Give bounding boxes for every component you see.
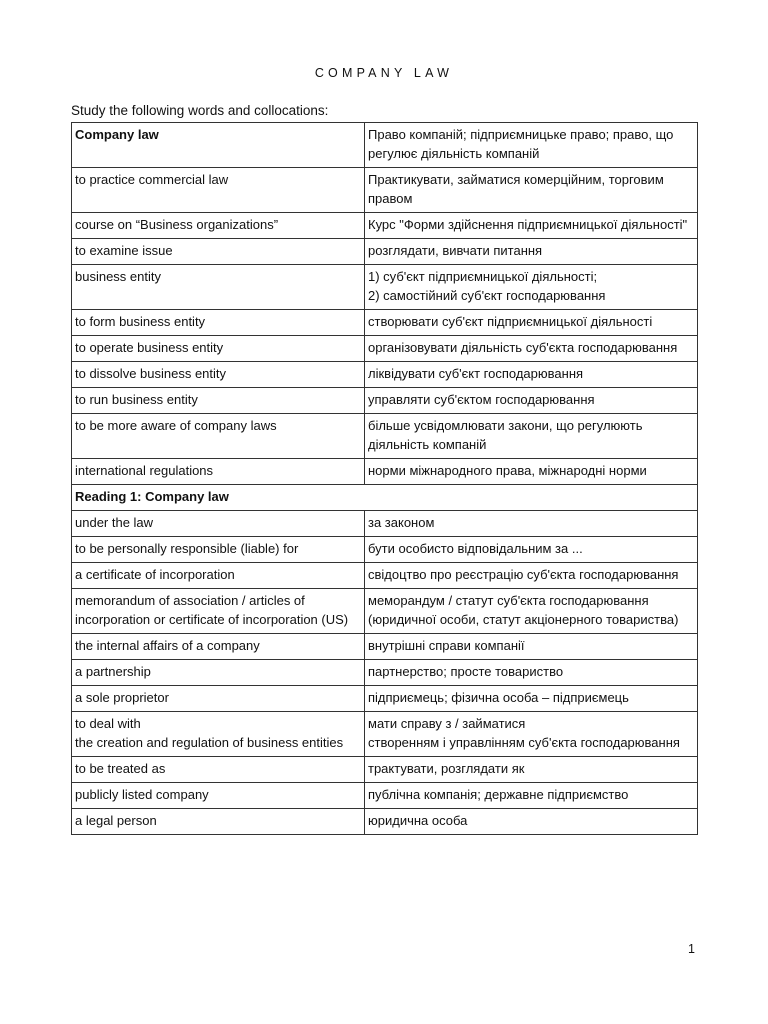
term-ua: Курс "Форми здійснення підприємницької діяльності" [365,213,698,239]
term-en: to operate business entity [72,336,365,362]
term-ua-line: 1) суб'єкт підприємницької діяльності; [368,269,598,284]
table-row [72,809,698,835]
term-en: to practice commercial law [72,168,365,213]
term-en-line: the creation and regulation of business entities [75,735,344,750]
term-en-line: to deal with [75,716,141,731]
intro-text: Study the following words and collocations: [71,103,329,118]
term-ua: управляти суб'єктом господарювання [365,388,698,414]
term-ua: внутрішні справи компанії [365,634,698,660]
term-en: a partnership [72,660,365,686]
table-row [72,712,698,757]
term-en: international regulations [72,459,365,485]
table-row [72,265,698,310]
term-en: to form business entity [72,310,365,336]
term-ua: організовувати діяльність суб'єкта господарювання [365,336,698,362]
table-row [72,123,698,168]
term-en: a legal person [72,809,365,835]
term-ua: розглядати, вивчати питання [365,239,698,265]
table-row [72,336,698,362]
term-ua [365,265,698,310]
term-ua [365,712,698,757]
table-row [72,362,698,388]
term-en: to examine issue [72,239,365,265]
term-ua-line: 2) самостійний суб'єкт господарювання [368,288,606,303]
term-en: to run business entity [72,388,365,414]
term-ua: трактувати, розглядати як [365,757,698,783]
term-ua: підприємець; фізична особа – підприємець [365,686,698,712]
section-heading: Reading 1: Company law [72,485,698,511]
term-en: Company law [72,123,365,168]
term-ua: Практикувати, займатися комерційним, торговим правом [365,168,698,213]
term-ua: бути особисто відповідальним за ... [365,537,698,563]
term-ua: юридична особа [365,809,698,835]
term-ua: партнерство; просте товариство [365,660,698,686]
term-en: to be personally responsible (liable) for [72,537,365,563]
table-row [72,783,698,809]
page-title: COMPANY LAW [314,66,454,80]
term-en: business entity [72,265,365,310]
table-row [72,310,698,336]
table-row [72,563,698,589]
term-en: a certificate of incorporation [72,563,365,589]
term-ua: свідоцтво про реєстрацію суб'єкта господарювання [365,563,698,589]
term-ua: норми міжнародного права, міжнародні норми [365,459,698,485]
term-en [72,712,365,757]
term-en: under the law [72,511,365,537]
table-row [72,686,698,712]
page-number: 1 [688,942,695,956]
table-row [72,388,698,414]
term-en: course on “Business organizations” [72,213,365,239]
term-en: to be more aware of company laws [72,414,365,459]
section-heading-row [72,485,698,511]
term-ua: створювати суб'єкт підприємницької діяльності [365,310,698,336]
term-en: to be treated as [72,757,365,783]
table-row [72,634,698,660]
table-row [72,511,698,537]
term-ua: меморандум / статут суб'єкта господарювання (юридичної особи, статут акціонерного товариства) [365,589,698,634]
term-ua: за законом [365,511,698,537]
term-ua: більше усвідомлювати закони, що регулюють діяльність компаній [365,414,698,459]
table-row [72,757,698,783]
term-en: the internal affairs of a company [72,634,365,660]
term-ua: ліквідувати суб'єкт господарювання [365,362,698,388]
table-row [72,168,698,213]
term-en: publicly listed company [72,783,365,809]
term-en: memorandum of association / articles of incorporation or certificate of incorporation (US) [72,589,365,634]
table-row [72,660,698,686]
table-row [72,537,698,563]
term-ua: публічна компанія; державне підприємство [365,783,698,809]
term-en: a sole proprietor [72,686,365,712]
table-row [72,213,698,239]
table-row [72,239,698,265]
term-ua: Право компаній; підприємницьке право; право, що регулює діяльність компаній [365,123,698,168]
term-en: to dissolve business entity [72,362,365,388]
table-row [72,459,698,485]
table-row [72,414,698,459]
vocabulary-table [71,122,698,835]
term-ua-line: створенням і управлінням суб'єкта господарювання [368,735,680,750]
table-row [72,589,698,634]
term-ua-line: мати справу з / займатися [368,716,526,731]
